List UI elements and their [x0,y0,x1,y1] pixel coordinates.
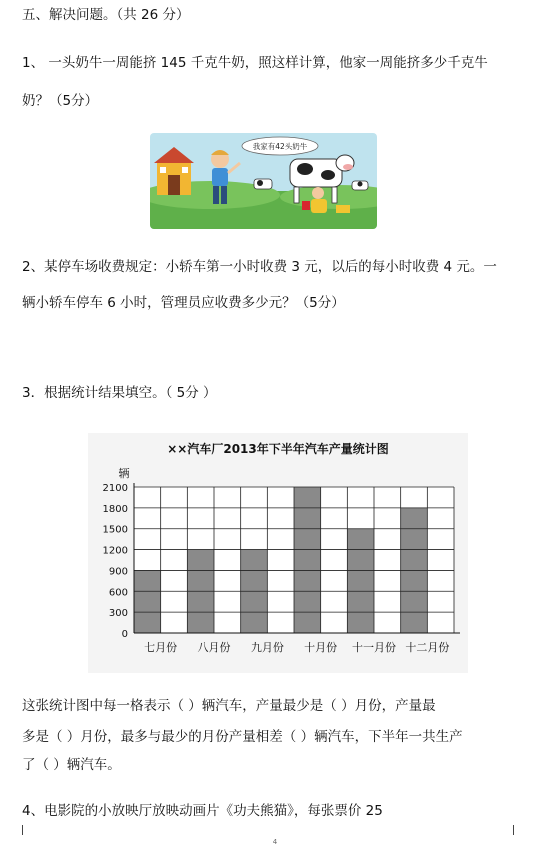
y-tick-label: 600 [108,587,128,599]
y-tick-label: 2100 [102,483,128,494]
y-tick-label: 900 [108,566,128,578]
x-tick-label: 八月份 [197,641,231,654]
y-tick-label: 1500 [102,524,128,536]
bar [347,529,374,633]
bar [294,487,321,633]
q3-paragraph-line3: 了（ ）辆汽车。 [22,757,121,773]
page-corner-mark-left [22,825,23,835]
y-tick-label: 1800 [102,503,128,515]
cow-farm-illustration [150,133,377,229]
q1-text-line2: 奶？（5分） [22,93,99,109]
section-title: 五、解决问题。（共 26 分） [22,7,190,23]
bar-chart-svg [88,433,468,673]
q2-text-line2: 辆小轿车停车 6 小时，管理员应收费多少元？（5分） [22,295,345,311]
q3-paragraph-line2: 多是（ ）月份，最多与最少的月份产量相差（ ）辆汽车，下半年一共生产 [22,729,463,745]
q3-paragraph-line1: 这张统计图中每一格表示（ ）辆汽车，产量最少是（ ）月份，产量最 [22,698,436,714]
x-tick-label: 十月份 [304,641,338,654]
q1-text-line1: 1、 一头奶牛一周能挤 145 千克牛奶，照这样计算，他家一周能挤多少千克牛 [22,55,488,71]
x-tick-label: 十二月份 [405,641,450,654]
y-tick-label: 0 [121,629,128,640]
page-number: 4 [272,838,278,846]
chart-title: ××汽车厂2013年下半年汽车产量统计图 [167,442,389,456]
bar [134,570,161,633]
y-tick-label: 300 [108,608,128,620]
y-tick-label: 1200 [102,545,128,557]
q2-text-line1: 2、某停车场收费规定：小轿车第一小时收费 3 元，以后的每小时收费 4 元。一 [22,259,497,275]
page-corner-mark-right [513,825,514,835]
q3-title: 3．根据统计结果填空。（ 5分 ） [22,385,217,401]
speech-bubble-text: 我家有42头奶牛 [252,142,308,151]
y-axis-label: 辆 [118,467,130,480]
x-tick-label: 十一月份 [352,641,396,654]
x-tick-label: 九月份 [250,641,284,654]
bar-chart [88,433,468,673]
q4-text-line1: 4、电影院的小放映厅放映动画片《功夫熊猫》，每张票价 25 [22,803,383,819]
x-tick-label: 七月份 [144,641,178,654]
